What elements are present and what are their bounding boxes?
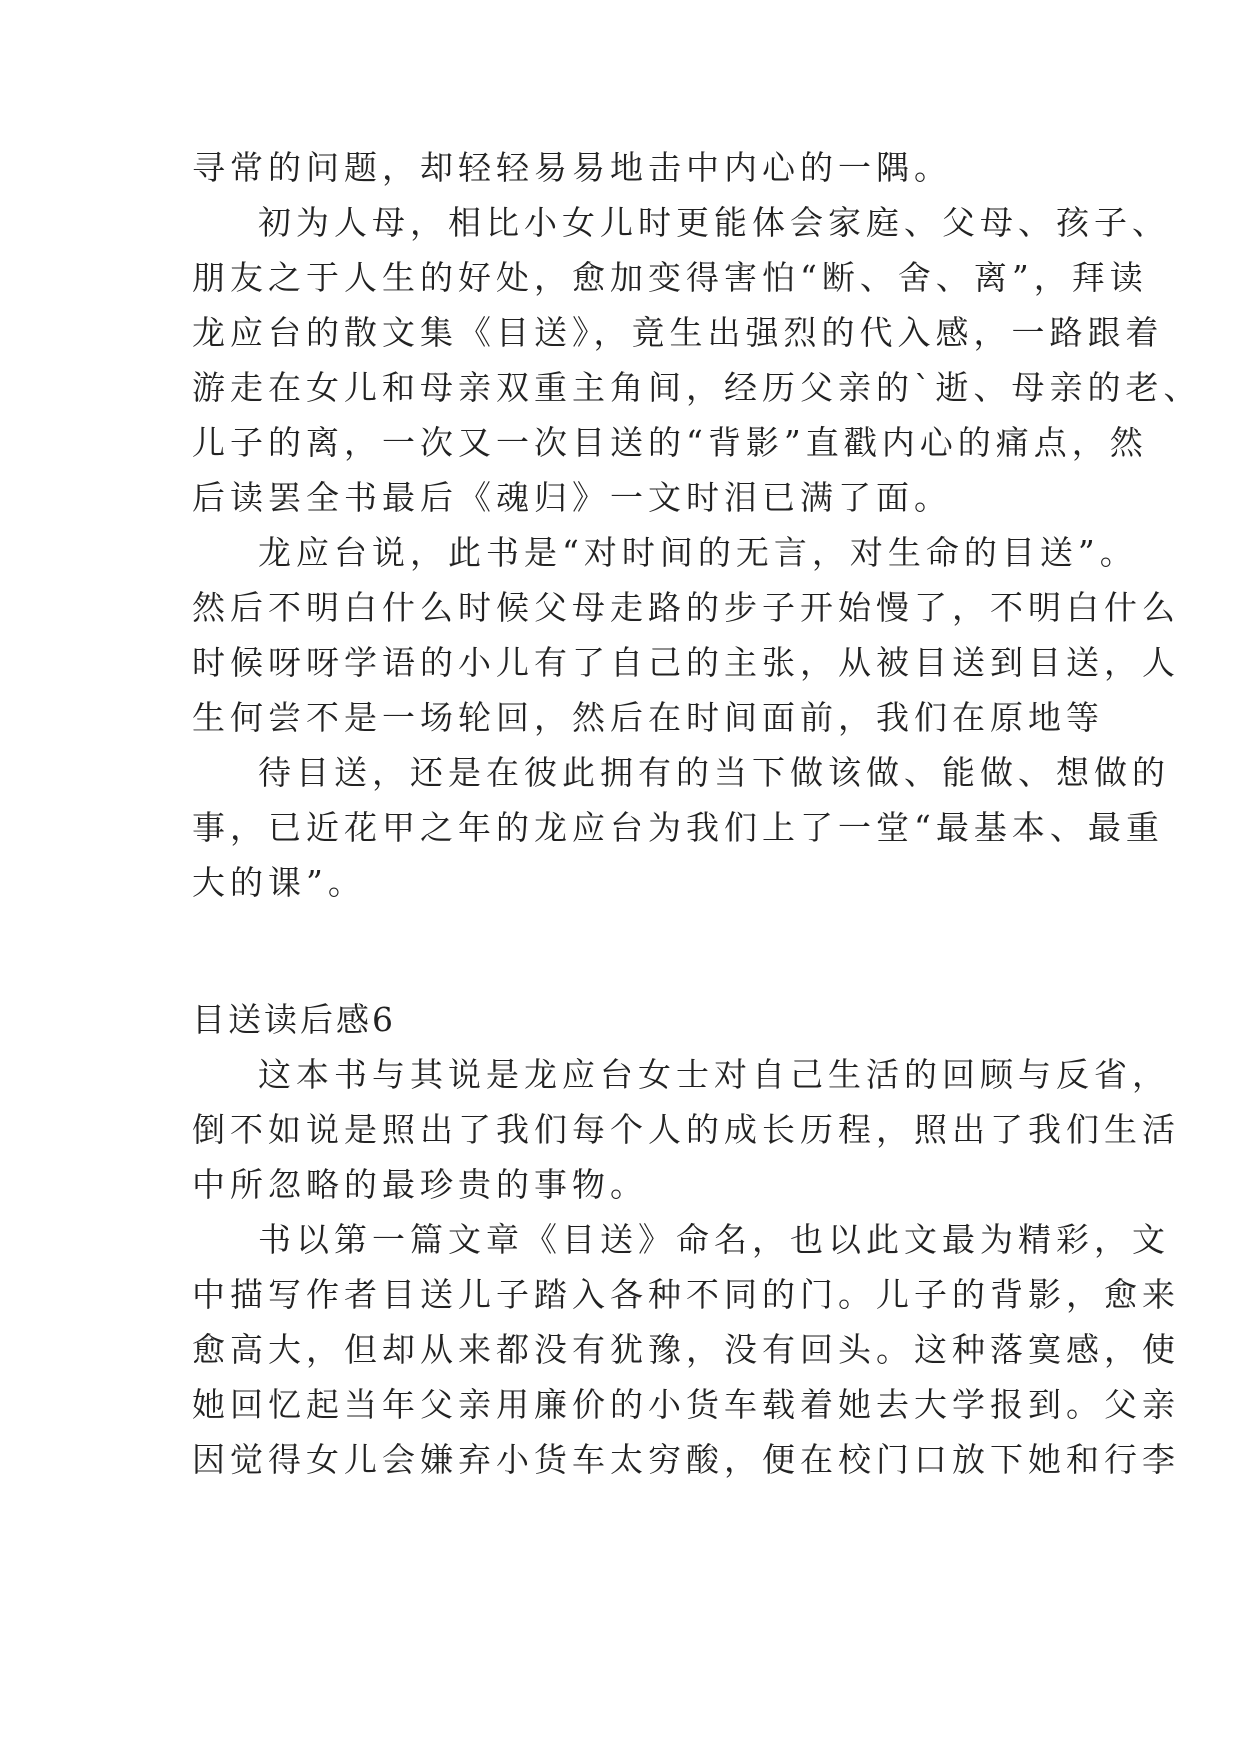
text-line: 这本书与其说是龙应台女士对自己生活的回顾与反省， — [258, 1055, 1170, 1094]
text-line: 书以第一篇文章《目送》命名，也以此文最为精彩，文 — [258, 1220, 1170, 1259]
text-line: 她回忆起当年父亲用廉价的小货车载着她去大学报到。父亲 — [192, 1385, 1180, 1424]
text-line: 后读罢全书最后《魂归》一文时泪已满了面。 — [192, 478, 952, 517]
text-line: 倒不如说是照出了我们每个人的成长历程，照出了我们生活 — [192, 1110, 1180, 1149]
text-line: 因觉得女儿会嫌弃小货车太穷酸，便在校门口放下她和行李 — [192, 1440, 1180, 1479]
text-line: 寻常的问题，却轻轻易易地击中内心的一隅。 — [192, 148, 952, 187]
text-line: 大的课”。 — [192, 863, 366, 902]
text-line: 中描写作者目送儿子踏入各种不同的门。儿子的背影，愈来 — [192, 1275, 1180, 1314]
text-line: 儿子的离，一次又一次目送的“背影”直戳内心的痛点，然 — [192, 423, 1148, 462]
text-line: 中所忽略的最珍贵的事物。 — [192, 1165, 648, 1204]
text-line: 事，已近花甲之年的龙应台为我们上了一堂“最基本、最重 — [192, 808, 1164, 847]
text-line: 愈高大，但却从来都没有犹豫，没有回头。这种落寞感，使 — [192, 1330, 1180, 1369]
text-line: 生何尝不是一场轮回，然后在时间面前，我们在原地等 — [192, 698, 1104, 737]
text-line: 朋友之于人生的好处，愈加变得害怕“断、舍、离”，拜读 — [192, 258, 1148, 297]
text-line: 龙应台说，此书是“对时间的无言，对生命的目送”。 — [258, 533, 1138, 572]
text-line: 待目送，还是在彼此拥有的当下做该做、能做、想做的 — [258, 753, 1170, 792]
text-line: 龙应台的散文集《目送》，竟生出强烈的代入感，一路跟着 — [192, 313, 1164, 352]
text-line: 时候呀呀学语的小儿有了自己的主张，从被目送到目送，人 — [192, 643, 1180, 682]
text-line: 初为人母，相比小女儿时更能体会家庭、父母、孩子、 — [258, 203, 1170, 242]
text-line: 游走在女儿和母亲双重主角间，经历父亲的`逝、母亲的老、 — [192, 368, 1202, 407]
text-line: 然后不明白什么时候父母走路的步子开始慢了，不明白什么 — [192, 588, 1180, 627]
section-heading: 目送读后感6 — [192, 1000, 396, 1039]
